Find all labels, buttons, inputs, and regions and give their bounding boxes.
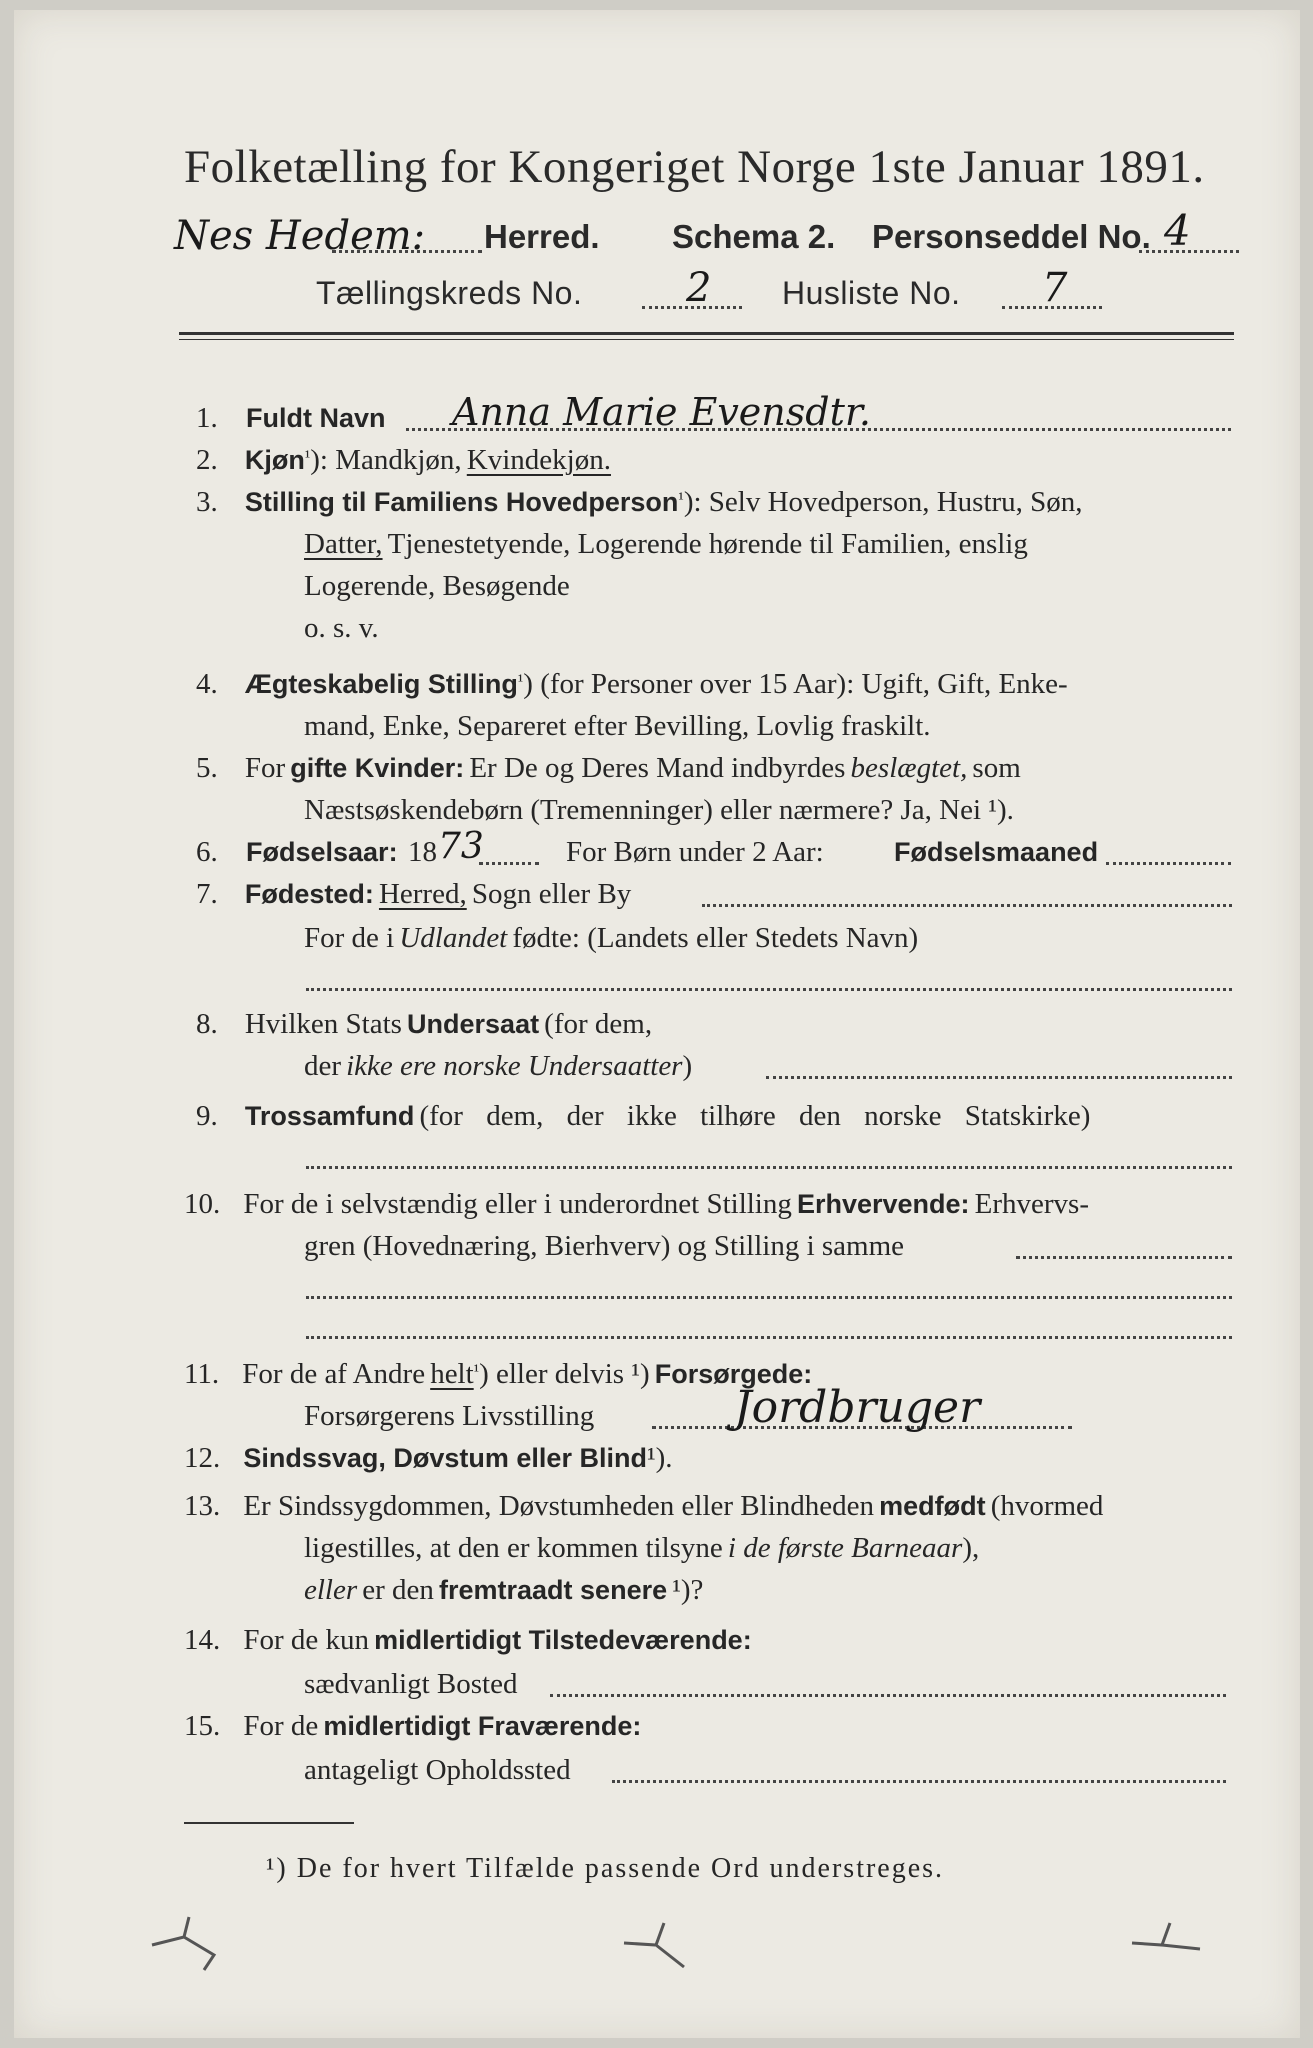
- herred-value: Nes Hedem:: [174, 213, 426, 259]
- item-8-label: Undersaat: [407, 1009, 540, 1039]
- item-6-dotted-line: [1106, 862, 1231, 865]
- herred-dotted-line: [332, 250, 482, 253]
- footnote-rule: [184, 1822, 354, 1824]
- header-rule-bottom: [179, 339, 1234, 340]
- item-6-label: Fødselsaar:: [246, 837, 398, 867]
- item-7-label: Fødested:: [244, 879, 374, 909]
- kreds-label: Tællingskreds No.: [316, 275, 583, 311]
- item-5-label: gifte Kvinder:: [290, 753, 465, 783]
- herred-label: Herred.: [484, 218, 600, 255]
- item-3-line-3: Logerende, Besøgende: [304, 570, 570, 602]
- item-6-year-dotted-line: [479, 862, 539, 865]
- item-6-mid: For Børn under 2 Aar:: [566, 836, 824, 868]
- item-10-dotted-line: [1016, 1256, 1232, 1259]
- husliste-label: Husliste No.: [782, 275, 961, 311]
- item-5-line-1: 5. For gifte Kvinder: Er De og Deres Mand indbyrdes beslægtet, som: [196, 752, 1021, 784]
- item-10-dotted-line-2: [306, 1296, 1232, 1299]
- item-9-dotted-line: [306, 1166, 1232, 1169]
- kreds-dotted-line: [642, 306, 742, 309]
- item-13-label-2: fremtraadt senere: [439, 1575, 668, 1605]
- item-7-dotted-line: [702, 904, 1232, 907]
- item-10-dotted-line-3: [306, 1336, 1232, 1339]
- item-8-line-2: der ikke ere norske Undersaatter): [304, 1050, 693, 1082]
- item-12: 12. Sindssvag, Døvstum eller Blind¹).: [184, 1442, 673, 1474]
- schema-label: Schema 2.: [672, 218, 836, 255]
- husliste-value: 7: [1042, 265, 1068, 311]
- item-12-label: Sindssvag, Døvstum eller Blind: [243, 1443, 647, 1473]
- item-9-label: Trossamfund: [244, 1101, 415, 1131]
- item-3-line-2: Datter, Tjenestetyende, Logerende hørende til Familien, enslig: [304, 528, 1028, 560]
- item-15-dotted-line: [612, 1780, 1226, 1783]
- item-15-line-1: 15. For de midlertidigt Fraværende:: [184, 1710, 642, 1742]
- item-11-value: Jordbruger: [734, 1382, 981, 1433]
- item-11-label: Forsørgede:: [654, 1359, 813, 1389]
- binding-mark-center: [614, 1915, 704, 1975]
- item-14-label: midlertidigt Tilstedeværende:: [374, 1625, 752, 1655]
- item-15-line-2: antageligt Opholdssted: [304, 1754, 571, 1786]
- item-13-line-3: eller er den fremtraadt senere ¹)?: [304, 1574, 704, 1606]
- item-14-line-2: sædvanligt Bosted: [304, 1668, 518, 1700]
- item-3-line-1: 3. Stilling til Familiens Hovedperson¹): Selv Hovedperson, Hustru, Søn,: [196, 486, 1083, 518]
- binding-mark-left: [144, 1915, 234, 1975]
- item-7-dotted-line-2: [306, 988, 1232, 991]
- item-1-label: Fuldt Navn: [246, 403, 386, 433]
- footnote: ¹) De for hvert Tilfælde passende Ord understreges.: [266, 1853, 945, 1884]
- item-13-line-1: 13. Er Sindssygdommen, Døvstumheden eller Blindheden medfødt (hvormed: [184, 1490, 1104, 1522]
- item-1-number: 1.: [196, 402, 218, 434]
- item-2-label: Kjøn: [244, 445, 305, 475]
- item-7-selected-option: Herred,: [378, 878, 467, 910]
- item-4-line-1: 4. Ægteskabelig Stilling¹) (for Personer over 15 Aar): Ugift, Gift, Enke-: [196, 668, 1068, 700]
- form-title: Folketælling for Kongeriget Norge 1ste Januar 1891.: [184, 141, 1205, 193]
- item-10-label: Erhvervende:: [796, 1189, 970, 1219]
- item-11-line-1: 11. For de af Andre helt¹) eller delvis ¹) Forsørgede:: [184, 1358, 813, 1390]
- item-11-line-2: Forsørgerens Livsstilling: [304, 1400, 595, 1432]
- binding-mark-right: [1124, 1915, 1214, 1975]
- item-7-line-2: For de i Udlandet fødte: (Landets eller Stedets Navn): [304, 922, 919, 954]
- item-3-label: Stilling til Familiens Hovedperson: [244, 487, 679, 517]
- item-4-line-2: mand, Enke, Separeret efter Bevilling, Lovlig fraskilt.: [304, 710, 931, 742]
- item-13-label: medfødt: [879, 1491, 986, 1521]
- item-5-line-2: Næstsøskendebørn (Tremenninger) eller nærmere? Ja, Nei ¹).: [304, 794, 1014, 826]
- item-1-name-value: Anna Marie Evensdtr.: [452, 390, 871, 434]
- husliste-dotted-line: [1002, 306, 1102, 309]
- personseddel-value: 4: [1164, 206, 1191, 255]
- item-15-label: midlertidigt Fraværende:: [323, 1711, 642, 1741]
- census-form-page: [14, 10, 1300, 2038]
- item-3-line-4: o. s. v.: [304, 612, 379, 644]
- item-2-selected-option: Kvindekjøn.: [466, 444, 611, 476]
- item-10-line-2: gren (Hovednæring, Bierhverv) og Stilling i samme: [304, 1230, 905, 1262]
- item-14-line-1: 14. For de kun midlertidigt Tilstedeværende:: [184, 1624, 752, 1656]
- item-13-line-2: ligestilles, at den er kommen tilsyne i de første Barneaar),: [304, 1532, 980, 1564]
- personseddel-label: Personseddel No.: [872, 218, 1151, 255]
- item-14-dotted-line: [550, 1694, 1226, 1697]
- kreds-value: 2: [686, 265, 712, 311]
- item-11-selected-option: helt: [430, 1358, 474, 1390]
- item-6-label-2: Fødselsmaaned: [894, 837, 1099, 867]
- item-8-dotted-line: [766, 1076, 1232, 1079]
- item-6-year-value: 73: [438, 826, 484, 867]
- item-3-selected-option: Datter,: [304, 528, 383, 560]
- item-8-line-1: 8. Hvilken Stats Undersaat (for dem,: [196, 1008, 653, 1040]
- item-9-line-1: 9. Trossamfund (for dem, der ikke tilhøre den norske Statskirke): [196, 1100, 1091, 1132]
- item-7-line-1: 7. Fødested: Herred, Sogn eller By: [196, 878, 632, 910]
- item-10-line-1: 10. For de i selvstændig eller i underordnet Stilling Erhvervende: Erhvervs-: [184, 1188, 1089, 1220]
- item-4-label: Ægteskabelig Stilling: [244, 669, 518, 699]
- item-6-year-prefix: 18: [408, 836, 437, 868]
- personseddel-dotted-line: [1139, 250, 1239, 253]
- item-2: 2. Kjøn¹): Mandkjøn, Kvindekjøn.: [196, 444, 611, 476]
- header-rule-top: [179, 332, 1234, 335]
- item-6-number: 6.: [196, 836, 218, 868]
